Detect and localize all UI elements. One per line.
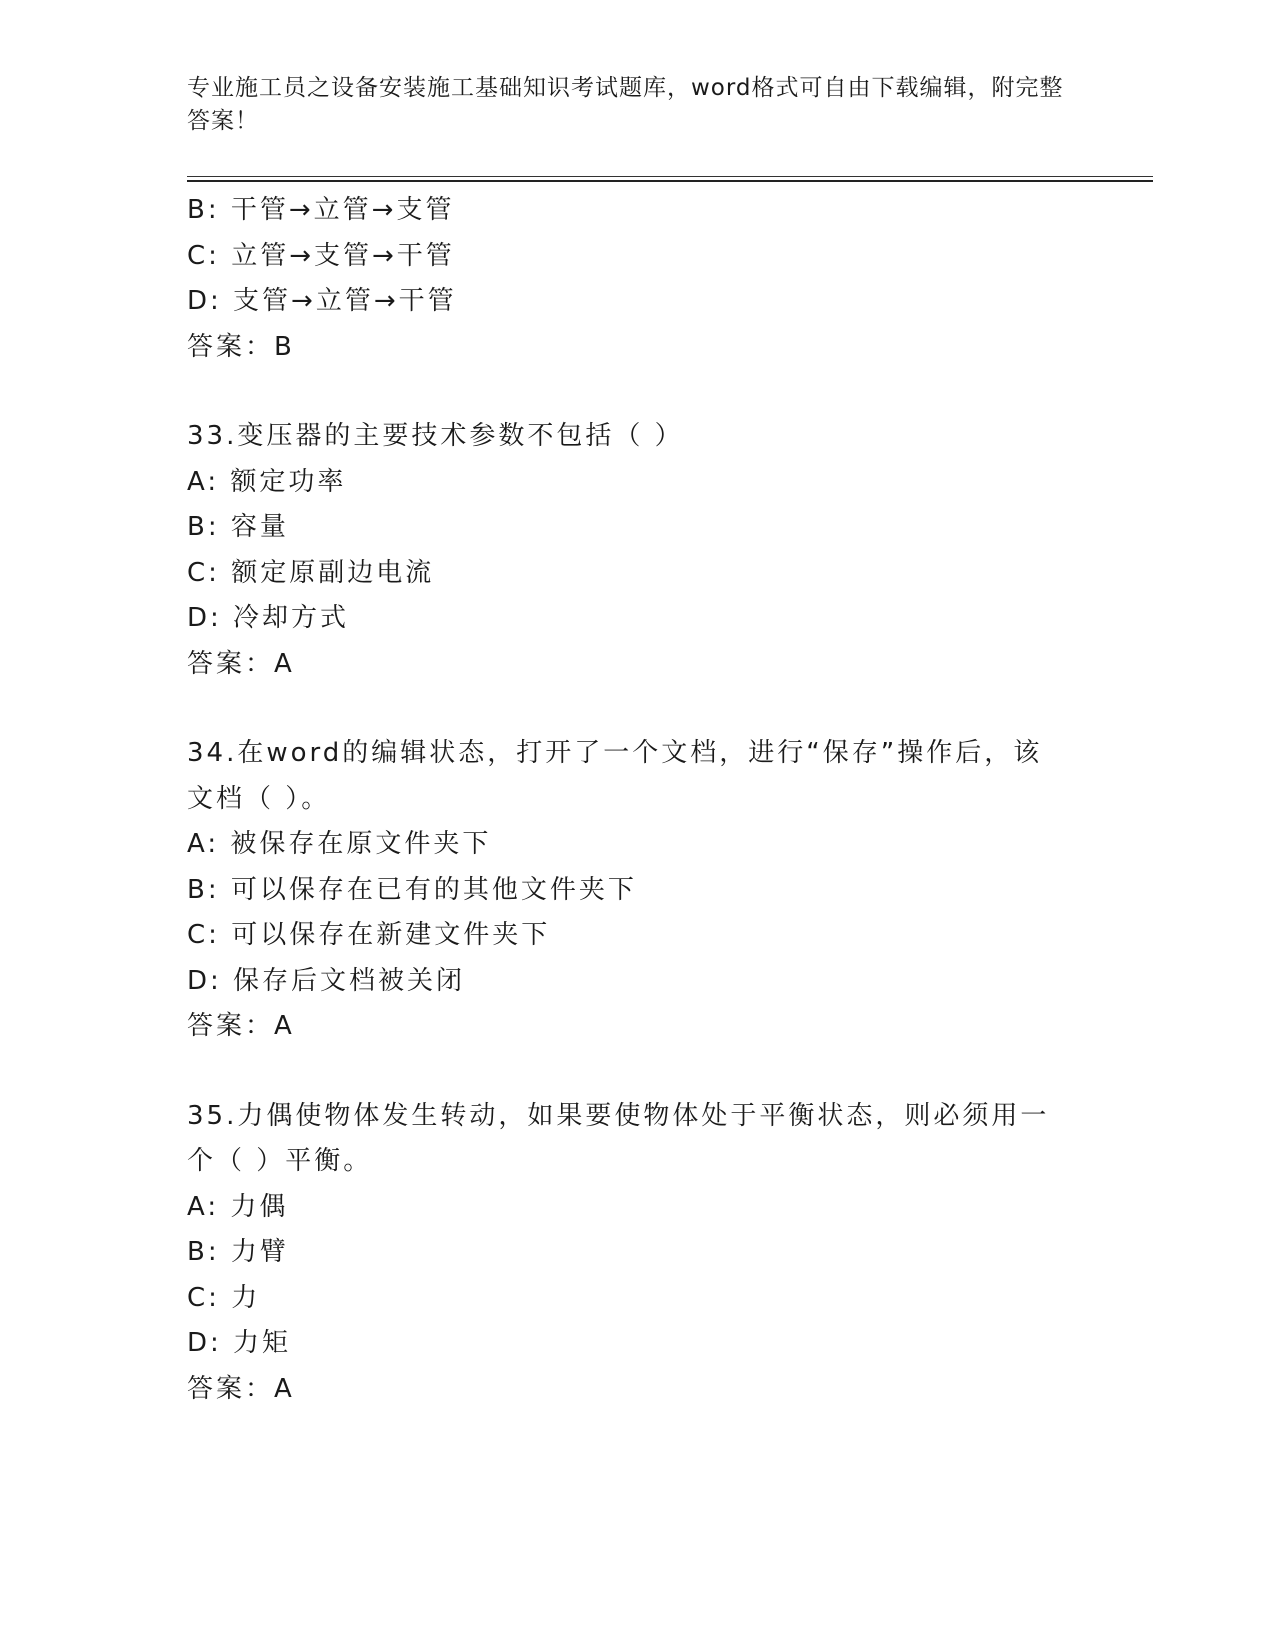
header-rule-thick <box>187 180 1153 182</box>
option-item <box>187 959 1087 1005</box>
header-rule-thin <box>187 176 1153 177</box>
option-label: B: <box>187 195 220 225</box>
option-text: 保存后文档被关闭 <box>233 965 466 996</box>
spacer <box>187 1050 1087 1094</box>
answer-line: 答案：A <box>187 648 295 679</box>
option-text: 力偶 <box>230 1191 289 1222</box>
option-text: 冷却方式 <box>233 603 350 633</box>
answer-line: 答案：B <box>187 331 295 362</box>
spacer <box>187 687 1087 731</box>
option-item <box>187 913 1087 959</box>
option-item <box>187 868 1087 914</box>
option-text: 立管→支管→干管 <box>231 240 455 271</box>
question-block-35 <box>187 1094 1087 1413</box>
option-item <box>187 188 1087 234</box>
option-text: 力矩 <box>233 1328 292 1358</box>
option-item <box>187 1321 1087 1367</box>
option-text: 可以保存在已有的其他文件夹下 <box>230 874 637 905</box>
option-text: 额定功率 <box>230 466 347 497</box>
question-stem: 34.在word的编辑状态，打开了一个文档，进行“保存”操作后，该文档（ ）。 <box>187 738 1043 814</box>
option-label: D: <box>187 603 222 633</box>
option-text: 力臂 <box>230 1237 289 1267</box>
question-block-34 <box>187 731 1087 1050</box>
option-item <box>187 596 1087 642</box>
leading-question-block <box>187 188 1087 370</box>
option-item <box>187 822 1087 868</box>
option-label: D: <box>187 965 222 996</box>
option-label: A: <box>187 829 220 859</box>
answer-line: 答案：A <box>187 1011 295 1041</box>
question-block-33 <box>187 414 1087 687</box>
option-label: A: <box>187 1191 220 1222</box>
option-label: C: <box>187 1282 220 1313</box>
option-item <box>187 234 1087 280</box>
option-text: 额定原副边电流 <box>231 557 435 588</box>
answer-line: 答案：A <box>187 1373 295 1404</box>
document-header: 专业施工员之设备安装施工基础知识考试题库，word格式可自由下载编辑，附完整答案！ <box>187 75 1064 134</box>
option-text: 干管→立管→支管 <box>230 195 455 225</box>
option-label: D: <box>187 1328 222 1358</box>
option-label: A: <box>187 466 220 497</box>
option-text: 力 <box>231 1282 261 1313</box>
question-stem: 35.力偶使物体发生转动，如果要使物体处于平衡状态，则必须用一个（ ）平衡。 <box>187 1100 1050 1176</box>
option-item <box>187 551 1087 597</box>
option-label: D: <box>187 286 222 316</box>
option-text: 容量 <box>230 512 289 542</box>
question-stem: 33.变压器的主要技术参数不包括（ ） <box>187 421 684 451</box>
option-text: 支管→立管→干管 <box>233 286 457 316</box>
option-label: B: <box>187 874 220 905</box>
option-text: 被保存在原文件夹下 <box>230 829 492 859</box>
option-item <box>187 1185 1087 1231</box>
question-content <box>187 188 1087 1412</box>
spacer <box>187 370 1087 414</box>
option-label: B: <box>187 1237 220 1267</box>
option-text: 可以保存在新建文件夹下 <box>231 920 551 950</box>
option-label: C: <box>187 240 220 271</box>
option-item <box>187 505 1087 551</box>
option-item <box>187 279 1087 325</box>
option-item <box>187 1230 1087 1276</box>
option-label: C: <box>187 557 220 588</box>
option-item <box>187 460 1087 506</box>
option-item <box>187 1276 1087 1322</box>
option-label: C: <box>187 920 220 950</box>
option-label: B: <box>187 512 220 542</box>
